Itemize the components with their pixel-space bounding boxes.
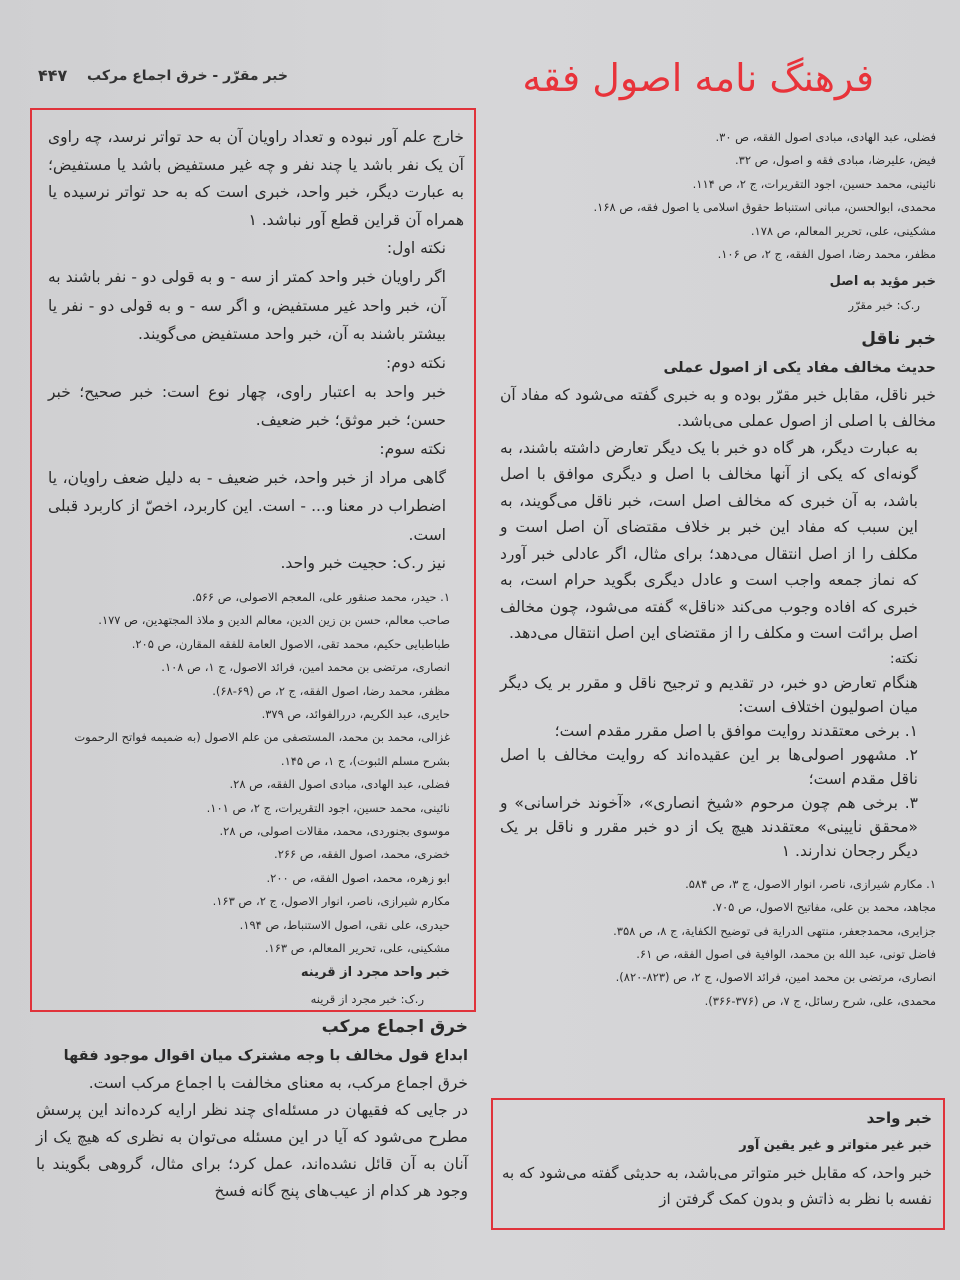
page-number: ۴۴۷ bbox=[38, 66, 68, 85]
reference-item: محمدی، علی، شرح رسائل، ج ۷، ص (۳۷۶-۳۶۶). bbox=[704, 993, 936, 1008]
left-boxed-content bbox=[48, 124, 464, 1013]
reference-item: خضری، محمد، اصول الفقه، ص ۲۶۶. bbox=[274, 847, 450, 862]
entry-khargh-ejma bbox=[36, 1012, 468, 1205]
paragraph: خبر واحد به اعتبار راوی، چهار نوع است: خبر صحیح؛ خبر حسن؛ خبر موثق؛ خبر ضعیف. bbox=[48, 382, 446, 429]
right-column bbox=[500, 126, 936, 1013]
entry-subheading: ابداع قول مخالف با وجه مشترک میان اقوال موجود فقها bbox=[63, 1048, 468, 1064]
reference-item: مشکینی، علی، تحریر المعالم، ص ۱۶۳. bbox=[264, 941, 450, 956]
reference-list bbox=[48, 586, 464, 961]
entry-subheading: خبر غیر متواتر و غیر یقین آور bbox=[739, 1138, 932, 1153]
paragraph: خبر واحد، که مقابل خبر متواتر می‌باشد، به حدیثی گفته می‌شود که به نفسه با نظر به ذاتش و بدون کمک گرفتن از bbox=[502, 1164, 932, 1208]
reference-item: فاضل تونی، عبد الله بن محمد، الوافیة فی اصول الفقه، ص ۶۱. bbox=[636, 947, 936, 962]
reference-item: انصاری، مرتضی بن محمد امین، فرائد الاصول، ج ۲، ص (۸۲۳-۸۲۰). bbox=[615, 970, 936, 985]
reference-item: غزالی، محمد بن محمد، المستصفی من علم الاصول (به ضمیمه فواتح الرحموت بشرح مسلم الثبوت)، ج ۱، ص ۱۴۵. bbox=[74, 730, 450, 768]
entry-khabar-vahed bbox=[502, 1104, 932, 1212]
entry-see-reference: ر.ک: خبر مقرّر bbox=[848, 298, 920, 313]
list-item: ۳. برخی هم چون مرحوم «شیخ انصاری»، «آخوند خراسانی» و «محقق نایینی» معتقدند هیچ یک از دو خبر مقرر و ناقل بر یک دیگر رجحان ندارند. ۱ bbox=[500, 793, 918, 860]
reference-item: ۱. مکارم شیرازی، ناصر، انوار الاصول، ج ۳، ص ۵۸۴. bbox=[685, 876, 936, 891]
reference-item: مظفر، محمد رضا، اصول الفقه، ج ۲، ص (۶۹-۶۸). bbox=[212, 683, 450, 698]
reference-item: ابو زهره، محمد، اصول الفقه، ص ۲۰۰. bbox=[266, 870, 450, 885]
reference-list bbox=[500, 126, 936, 266]
see-also: نیز ر.ک: حجیت خبر واحد. bbox=[280, 554, 446, 572]
note-label: نکته: bbox=[889, 650, 918, 667]
entry-heading: خبر ناقل bbox=[861, 328, 936, 349]
note-label: نکته اول: bbox=[386, 239, 446, 257]
reference-item: ۱. حیدر، محمد صنقور علی، المعجم الاصولی، ص ۵۶۶. bbox=[191, 590, 450, 604]
entry-title: خبر واحد مجرد از قرینه bbox=[300, 964, 450, 980]
paragraph: خرق اجماع مرکب، به معنای مخالفت با اجماع مرکب است. bbox=[88, 1074, 468, 1092]
reference-item: انصاری، مرتضی بن محمد امین، فرائد الاصول، ج ۱، ص ۱۰۸. bbox=[161, 660, 450, 675]
running-header bbox=[38, 66, 288, 85]
paragraph: گاهی مراد از خبر واحد، خبر ضعیف - به دلیل ضعف راویان، یا اضطراب در معنا و... - است. این کاربرد، اخصّ از کاربرد قبلی است. bbox=[48, 468, 446, 544]
list-item: ۱. برخی معتقدند روایت موافق با اصل مقرر مقدم است؛ bbox=[554, 721, 918, 740]
note-label: نکته سوم: bbox=[379, 439, 446, 458]
reference-item: فضلی، عبد الهادی، مبادی اصول الفقه، ص ۳۰. bbox=[715, 130, 936, 144]
paragraph: به عبارت دیگر، هر گاه دو خبر با یک دیگر تعارض داشته باشند، به گونه‌ای که یکی از آنها مخالف با اصل و دیگری موافق با اصل باشد، به آن خبری که مخالف اصل است، خبر ناقل می‌گویند، به این سبب که مفاد این خبر بر خلاف مقتضای آن اصل است و مکلف را از اصل انتقال می‌دهد؛ برای مثال، اگر عادلی خبر آورد که نماز جمعه واجب است و عادل دیگری بگوید حرام است، به خبری که افاده وجوب می‌کند «ناقل» گفته می‌شود، چون مخالف اصل برائت است و مکلف را از مقتضای این اصل انتقال می‌دهد. bbox=[500, 438, 918, 643]
paragraph: هنگام تعارض دو خبر، در تقدیم و ترجیح ناقل و مقرر بر یک دیگر میان اصولیون اختلاف است: bbox=[500, 673, 918, 716]
reference-item: مجاهد، محمد بن علی، مفاتیح الاصول، ص ۷۰۵. bbox=[712, 900, 936, 915]
running-title: خبر مقرّر - خرق اجماع مرکب bbox=[87, 67, 288, 84]
reference-item: مکارم شیرازی، ناصر، انوار الاصول، ج ۲، ص ۱۶۳. bbox=[212, 894, 450, 909]
reference-list bbox=[500, 873, 936, 1013]
note-label: نکته دوم: bbox=[386, 353, 446, 372]
paragraph: اگر راویان خبر واحد کمتر از سه - و به قولی دو - نفر باشند به آن، خبر واحد غیر مستفیض، و اگر سه - و به قولی دو - نفر یا بیشتر باشند به آن، خبر واحد مستفیض می‌گویند. bbox=[48, 268, 446, 343]
reference-item: مظفر، محمد رضا، اصول الفقه، ج ۲، ص ۱۰۶. bbox=[717, 247, 936, 262]
reference-item: حیدری، علی نقی، اصول الاستنباط، ص ۱۹۴. bbox=[239, 917, 450, 932]
entry-heading: خرق اجماع مرکب bbox=[321, 1017, 468, 1037]
reference-item: نائینی، محمد حسین، اجود التقریرات، ج ۲، ص ۱۱۴. bbox=[692, 176, 936, 191]
book-title-overlay: فرهنگ نامه اصول فقه bbox=[522, 56, 874, 100]
reference-item: مشکینی، علی، تحریر المعالم، ص ۱۷۸. bbox=[750, 223, 936, 238]
reference-item: نائینی، محمد حسین، اجود التقریرات، ج ۲، ص ۱۰۱. bbox=[206, 800, 450, 815]
entry-see-reference: ر.ک: خبر مجرد از قرینه bbox=[310, 991, 424, 1006]
entry-heading: خبر واحد bbox=[866, 1109, 932, 1127]
reference-item: طباطبایی حکیم، محمد تقی، الاصول العامة للفقه المقارن، ص ۲۰۵. bbox=[131, 636, 450, 651]
reference-item: حایری، عبد الکریم، دررالفوائد، ص ۳۷۹. bbox=[261, 707, 450, 722]
reference-item: محمدی، ابوالحسن، مبانی استنباط حقوق اسلامی یا اصول فقه، ص ۱۶۸. bbox=[593, 200, 936, 215]
reference-item: جزایری، محمدجعفر، منتهی الدرایة فی توضیح الکفایة، ج ۸، ص ۳۵۸. bbox=[613, 923, 936, 938]
paragraph: در جایی که فقیهان در مسئله‌ای چند نظر ارایه کرده‌اند این پرسش مطرح می‌شود که آیا در این مسئله می‌توان به نظری که هیچ یک از آنان به آن قائل نشده‌اند، عمل کرد؛ برای مثال، گروهی بگویند با وجود هر کدام از عیب‌های پنج گانه فسخ bbox=[36, 1101, 468, 1200]
entry-subheading: حدیث مخالف مفاد یکی از اصول عملی bbox=[663, 359, 936, 376]
reference-item: موسوی بجنوردی، محمد، مقالات اصولی، ص ۲۸. bbox=[219, 824, 450, 839]
paragraph: خارج علم آور نبوده و تعداد راویان آن به حد تواتر نرسد، چه راوی آن یک نفر باشد یا چند نفر و چه غیر مستفیض باشد یا مستفیض؛ به عبارت دیگر، خبر واحد، خبری است که به حد تواتر نرسیده یا همراه آن قراین قطع آور نباشد. ۱ bbox=[48, 128, 464, 229]
reference-item: فضلی، عبد الهادی، مبادی اصول الفقه، ص ۲۸. bbox=[229, 777, 450, 792]
paragraph: خبر ناقل، مقابل خبر مقرّر بوده و به خبری گفته می‌شود که مفاد آن مخالف با اصلی از اصول عملی می‌باشد. bbox=[500, 385, 936, 431]
list-item: ۲. مشهور اصولی‌ها بر این عقیده‌اند که روایت مخالف با اصل ناقل مقدم است؛ bbox=[500, 745, 918, 788]
reference-item: صاحب معالم، حسن بن زین الدین، معالم الدین و ملاذ المجتهدین، ص ۱۷۷. bbox=[98, 613, 450, 628]
reference-item: فیض، علیرضا، مبادی فقه و اصول، ص ۳۲. bbox=[735, 153, 936, 168]
entry-title: خبر مؤید به اصل bbox=[829, 274, 936, 290]
